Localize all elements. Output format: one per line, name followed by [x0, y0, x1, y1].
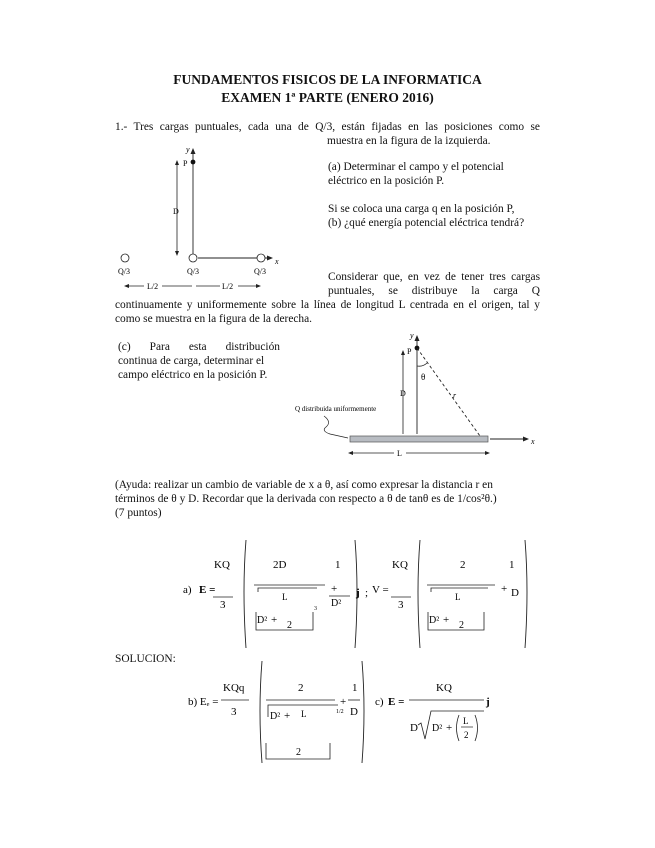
- b-exp-half: 1/2: [336, 709, 344, 715]
- c-plus: +: [446, 722, 453, 734]
- answer-a-formulas: [170, 530, 555, 655]
- charge-left: [121, 254, 129, 262]
- distributed-charge-pointer: [324, 416, 348, 438]
- y-axis-arrow: [191, 148, 196, 154]
- v-KQ: KQ: [392, 559, 408, 571]
- x-label: x: [275, 257, 279, 266]
- D-arrow-down: [175, 251, 179, 256]
- dist-label-right: L/2: [222, 282, 234, 291]
- charged-rod: [350, 436, 488, 442]
- charge-center: [189, 254, 197, 262]
- x-axis-arrow: [267, 256, 273, 261]
- v-plus-bottom: +: [443, 614, 450, 626]
- dim-arrow-right: [256, 284, 261, 288]
- v-two-bottom: 2: [459, 620, 464, 631]
- b-num2: 1: [352, 682, 358, 694]
- c-paren-close: [475, 715, 478, 741]
- a-bracket-top: [258, 588, 317, 592]
- charge-label-left: Q/3: [118, 267, 130, 276]
- charge-label-center: Q/3: [187, 267, 199, 276]
- c-j: j: [486, 696, 490, 708]
- part-a-line1: (a) Determinar el campo y el potencial: [328, 161, 504, 173]
- v-paren-open: [418, 540, 420, 648]
- v-num2: 1: [509, 559, 515, 571]
- part-c-line3: campo eléctrico en la posición P.: [118, 369, 268, 381]
- dist-label-left: L/2: [147, 282, 159, 291]
- v-D: D: [511, 587, 519, 599]
- theta-label: θ: [421, 372, 426, 382]
- distributed-charge-label: Q distribuida uniformemente: [295, 405, 377, 413]
- exam-title: FUNDAMENTOS FISICOS DE LA INFORMATICA: [173, 72, 482, 87]
- P-label: P: [183, 159, 188, 168]
- x-label: x: [531, 437, 535, 446]
- L-label: L: [397, 449, 402, 456]
- b-num1: 2: [298, 682, 304, 694]
- c-D2: D²: [432, 723, 443, 734]
- c-two: 2: [464, 730, 469, 740]
- a-two-bottom: 2: [287, 620, 292, 631]
- part-c-line1: (c) Para esta distribución: [118, 341, 280, 353]
- v-paren-close: [525, 540, 527, 648]
- x-axis-arrow: [523, 437, 529, 442]
- part-b-line2: (b) ¿qué energía potencial eléctrica tendrá?: [328, 217, 525, 229]
- a-D2: D²: [331, 598, 342, 609]
- L-arrow-left: [348, 451, 353, 455]
- problem-intro-line2: muestra en la figura de la izquierda.: [327, 135, 491, 147]
- dim-arrow-left: [124, 284, 129, 288]
- a-num1: 2D: [273, 559, 287, 571]
- y-label: y: [410, 331, 414, 340]
- v-plus: +: [501, 583, 508, 595]
- a-three: 3: [220, 599, 226, 611]
- c-KQ: KQ: [436, 682, 452, 694]
- consider-line1: Considerar que, en vez de tener tres cargas: [328, 271, 540, 283]
- charge-label-right: Q/3: [254, 267, 266, 276]
- b-label: b) Eₑ =: [188, 696, 219, 708]
- distance-r-line: [417, 348, 480, 436]
- a-paren-open: [244, 540, 246, 648]
- b-paren-close: [362, 661, 364, 763]
- figure-line-charge: [290, 326, 545, 456]
- v-label: V =: [372, 584, 389, 596]
- consider-line2: puntuales, se distribuye la carga Q: [328, 285, 540, 297]
- a-KQ: KQ: [214, 559, 230, 571]
- part-c-line2: continua de carga, determinar el: [118, 355, 265, 367]
- part-b-line1: Si se coloca una carga q en la posición P,: [328, 203, 515, 215]
- D-label: D: [173, 207, 179, 216]
- y-axis-arrow: [415, 335, 420, 341]
- a-num2: 1: [335, 559, 341, 571]
- figure-point-charges: [110, 140, 290, 300]
- point-P: [191, 160, 196, 165]
- a-D2-bottom: D²: [257, 615, 268, 626]
- c-L: L: [463, 716, 469, 726]
- b-paren-open: [260, 661, 262, 763]
- part-a-line2: eléctrico en la posición P.: [328, 175, 445, 187]
- answer-bc-formulas: [180, 655, 510, 770]
- v-three: 3: [398, 599, 404, 611]
- points-label: (7 puntos): [115, 507, 162, 519]
- b-KQq: KQq: [223, 682, 245, 694]
- b-D2: D²: [270, 711, 281, 722]
- b-three: 3: [231, 706, 237, 718]
- D-arrow-up: [401, 350, 405, 355]
- r-label: r: [453, 391, 457, 400]
- a-j: j: [356, 587, 360, 599]
- charge-right: [257, 254, 265, 262]
- c-D: D: [410, 722, 418, 734]
- v-D2-bottom: D²: [429, 615, 440, 626]
- b-plus: +: [340, 696, 347, 708]
- b-two-bottom: 2: [296, 747, 301, 758]
- c-paren-open: [457, 715, 460, 741]
- hint-line2: términos de θ y D. Recordar que la derivada con respecto a θ de tanθ es de 1/cos²θ.): [115, 493, 497, 505]
- v-L: L: [455, 592, 461, 602]
- b-plus-inner: +: [284, 710, 291, 722]
- hint-line1: (Ayuda: realizar un cambio de variable de x a θ, así como expresar la distancia r en: [115, 479, 493, 491]
- D-label: D: [400, 389, 406, 398]
- a-sep: ;: [365, 587, 369, 599]
- problem-intro-line1: 1.- Tres cargas puntuales, cada una de Q/3, están fijadas en las posiciones como se: [115, 121, 540, 133]
- a-plus: +: [331, 583, 338, 595]
- P-label: P: [407, 347, 412, 356]
- v-num1: 2: [460, 559, 466, 571]
- L-arrow-right: [485, 451, 490, 455]
- y-label: y: [186, 145, 190, 154]
- theta-arc: [417, 363, 427, 366]
- c-label: c): [375, 696, 384, 708]
- exam-subtitle: EXAMEN 1ª PARTE (ENERO 2016): [221, 90, 434, 105]
- b-L: L: [301, 709, 307, 719]
- a-plus-bottom: +: [271, 614, 278, 626]
- a-label: a): [183, 584, 192, 596]
- consider-line3: continuamente y uniformemente sobre la línea de longitud L centrada en el origen, tal y: [115, 299, 540, 311]
- a-E-label: E =: [199, 584, 216, 596]
- a-L: L: [282, 592, 288, 602]
- solution-label: SOLUCION:: [115, 653, 176, 665]
- D-arrow-up: [175, 160, 179, 165]
- c-E-label: E =: [388, 696, 405, 708]
- a-exp-3: 3: [314, 606, 317, 612]
- b-D: D: [350, 706, 358, 718]
- consider-line4: como se muestra en la figura de la derecha.: [115, 313, 313, 325]
